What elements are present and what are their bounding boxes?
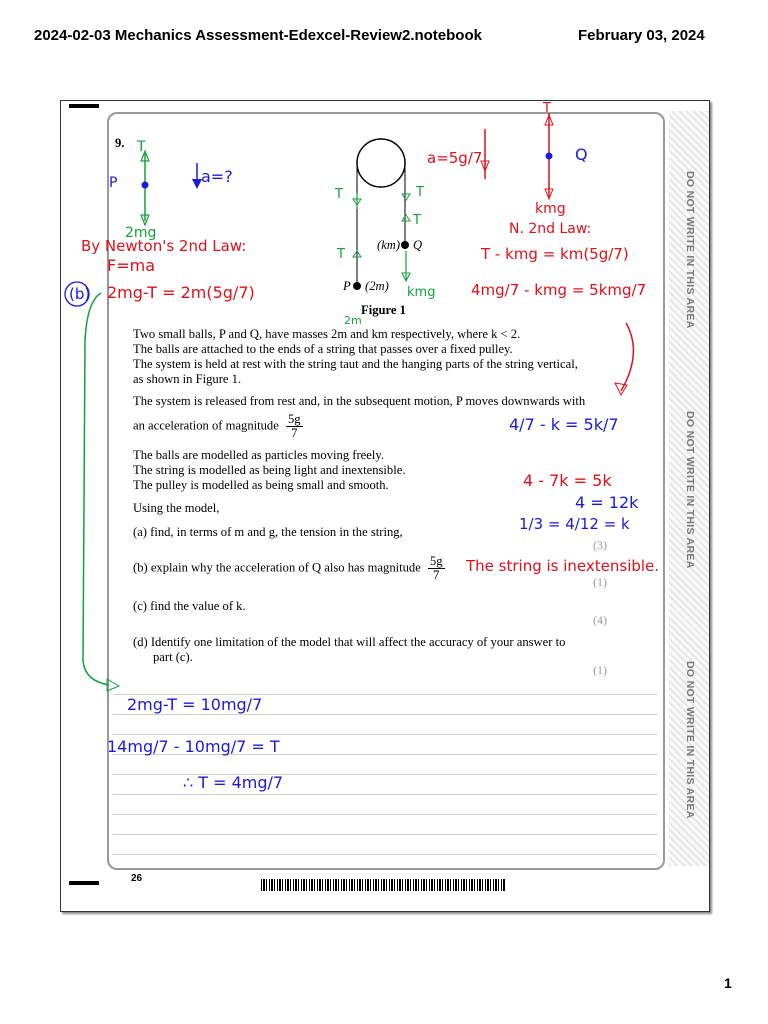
hw-t-right: T [543, 101, 551, 116]
hw-line-2: 14mg/7 - 10mg/7 = T [107, 737, 280, 756]
margin-warning-2: DO NOT WRITE IN THIS AREA [684, 411, 696, 569]
paragraph-2: The balls are attached to the ends of a string that passes over a fixed pulley. [133, 342, 513, 356]
hw-eq-c6: 1/3 = 4/12 = k [519, 515, 630, 533]
paragraph-4: as shown in Figure 1. [133, 372, 242, 386]
accel-den: 7 [291, 426, 298, 440]
paragraph-3: The system is held at rest with the string taut and the hanging parts of the string vertical, [133, 357, 578, 371]
hw-kmg-right: kmg [535, 201, 566, 217]
part-c-text: find the value of k. [150, 599, 246, 613]
hw-newton-left: By Newton's 2nd Law: [81, 237, 247, 255]
paragraph-8: The string is modelled as being light and inextensible. [133, 463, 406, 477]
part-a-marks: (3) [593, 538, 607, 552]
q-mass-label: (km) [377, 238, 401, 252]
hw-line-1: 2mg-T = 10mg/7 [127, 695, 263, 714]
p-name-label: P [343, 279, 351, 293]
hw-eq-c3: 4/7 - k = 5k/7 [509, 415, 619, 434]
hw-eq-c5: 4 = 12k [575, 493, 639, 512]
accel-num: 5g [287, 412, 301, 426]
part-c-label: (c) [133, 599, 147, 613]
paragraph-9: The pulley is modelled as being small and smooth. [133, 478, 389, 492]
hw-newton-right: N. 2nd Law: [509, 221, 592, 237]
footer-page-number: 26 [131, 873, 143, 884]
hw-kmg-mid: kmg [407, 285, 436, 300]
margin-warning-3: DO NOT WRITE IN THIS AREA [684, 661, 696, 819]
hw-t-1: T [335, 187, 343, 202]
accel-text: an acceleration of magnitude [133, 418, 279, 433]
part-b-den: 7 [433, 568, 440, 582]
hw-a-value: a=5g/7 [427, 149, 483, 167]
part-d-marks: (1) [593, 663, 607, 677]
hw-t-3: T [413, 213, 421, 228]
part-a-text: find, in terms of m and g, the tension in the string, [150, 525, 403, 539]
hw-weight-2mg: 2mg [125, 225, 157, 241]
part-b-num: 5g [429, 554, 443, 568]
hw-eq-c1: T - kmg = km(5g/7) [481, 245, 629, 263]
hw-t-2: T [416, 185, 424, 200]
part-b-text: explain why the acceleration of Q also has magnitude [150, 560, 421, 575]
paragraph-5: The system is released from rest and, in the subsequent motion, P moves downwards with [133, 394, 586, 408]
hw-tension-p: T [137, 139, 146, 155]
part-a-label: (a) [133, 525, 147, 539]
paragraph-1: Two small balls, P and Q, have masses 2m and km respectively, where k < 2. [133, 327, 521, 341]
paragraph-7: The balls are modelled as particles moving freely. [133, 448, 384, 462]
part-d-label: (d) [133, 635, 148, 649]
hw-eq-a: 2mg-T = 2m(5g/7) [107, 283, 255, 302]
margin-warning-1: DO NOT WRITE IN THIS AREA [684, 171, 696, 329]
q-name-label: Q [413, 238, 423, 252]
hw-eq-c2: 4mg/7 - kmg = 5kmg/7 [471, 281, 647, 299]
hw-part-b-label: (b) [69, 285, 91, 303]
hw-2m: 2m [344, 314, 362, 327]
notebook-date: February 03, 2024 [578, 27, 705, 44]
notebook-title: 2024-02-03 Mechanics Assessment-Edexcel-Review2.notebook [34, 27, 482, 44]
part-b-marks: (1) [593, 575, 607, 589]
part-d-text-2: part (c). [153, 650, 193, 664]
paragraph-10: Using the model, [133, 501, 220, 515]
question-number: 9. [115, 136, 125, 150]
page-number: 1 [724, 975, 732, 991]
hw-answer-b: The string is inextensible. [466, 557, 660, 575]
hw-eq-c4: 4 - 7k = 5k [523, 471, 612, 490]
part-c-marks: (4) [593, 613, 607, 627]
hw-line-3: ∴ T = 4mg/7 [183, 773, 284, 792]
hw-t-4: T [337, 247, 345, 262]
part-b-label: (b) [133, 560, 148, 575]
exam-page [60, 100, 710, 912]
p-mass-label: (2m) [365, 279, 389, 293]
hw-p-label: P [109, 175, 118, 191]
hw-q-label: Q [575, 145, 588, 164]
figure-caption: Figure 1 [361, 303, 406, 317]
hw-f-ma: F=ma [107, 256, 155, 275]
part-d-text: Identify one limitation of the model that will affect the accuracy of your answer to [150, 635, 566, 649]
hw-accel-unknown: a=? [201, 167, 233, 186]
